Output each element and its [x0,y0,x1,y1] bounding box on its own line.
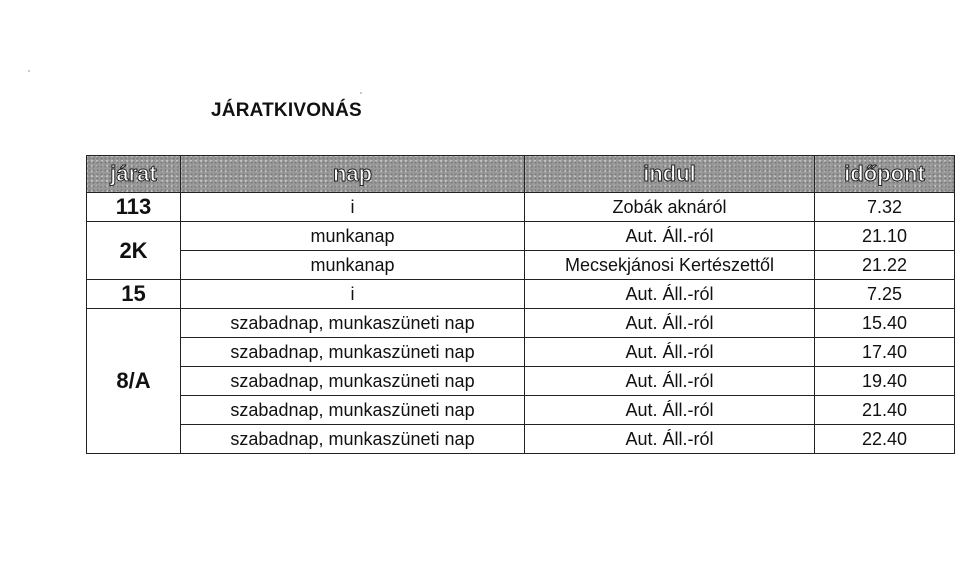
indul-cell: Aut. Áll.-ról [525,280,815,309]
table-row [87,251,955,280]
nap-cell: szabadnap, munkaszüneti nap [181,338,525,367]
header-idopont: időpont [815,156,955,193]
table-row [87,367,955,396]
nap-cell: szabadnap, munkaszüneti nap [181,396,525,425]
jarat-cell: 8/A [87,309,181,454]
idopont-cell: 21.22 [815,251,955,280]
page-title: JÁRATKIVONÁS [211,100,362,121]
table-row [87,193,955,222]
indul-cell: Aut. Áll.-ról [525,309,815,338]
indul-cell: Zobák aknáról [525,193,815,222]
table-row [87,280,955,309]
indul-cell: Aut. Áll.-ról [525,367,815,396]
nap-cell: szabadnap, munkaszüneti nap [181,425,525,454]
table-row [87,425,955,454]
nap-cell: szabadnap, munkaszüneti nap [181,367,525,396]
jarat-cell: 15 [87,280,181,309]
idopont-cell: 7.32 [815,193,955,222]
header-jarat: járat [87,156,181,193]
indul-cell: Aut. Áll.-ról [525,338,815,367]
idopont-cell: 15.40 [815,309,955,338]
indul-cell: Aut. Áll.-ról [525,222,815,251]
nap-cell: munkanap [181,251,525,280]
indul-cell: Aut. Áll.-ról [525,396,815,425]
table-row [87,309,955,338]
table-row [87,396,955,425]
table-row [87,222,955,251]
table-body [87,193,955,454]
scan-speck [28,70,30,72]
header-row [87,156,955,193]
header-nap: nap [181,156,525,193]
schedule-table [86,155,955,454]
nap-cell: i [181,280,525,309]
jarat-cell: 2K [87,222,181,280]
idopont-cell: 7.25 [815,280,955,309]
idopont-cell: 17.40 [815,338,955,367]
idopont-cell: 22.40 [815,425,955,454]
idopont-cell: 21.10 [815,222,955,251]
nap-cell: szabadnap, munkaszüneti nap [181,309,525,338]
idopont-cell: 19.40 [815,367,955,396]
table-header [87,156,955,193]
indul-cell: Mecsekjánosi Kertészettől [525,251,815,280]
scan-speck [360,92,362,94]
table-row [87,338,955,367]
jarat-cell: 113 [87,193,181,222]
header-indul: indul [525,156,815,193]
nap-cell: i [181,193,525,222]
nap-cell: munkanap [181,222,525,251]
idopont-cell: 21.40 [815,396,955,425]
indul-cell: Aut. Áll.-ról [525,425,815,454]
